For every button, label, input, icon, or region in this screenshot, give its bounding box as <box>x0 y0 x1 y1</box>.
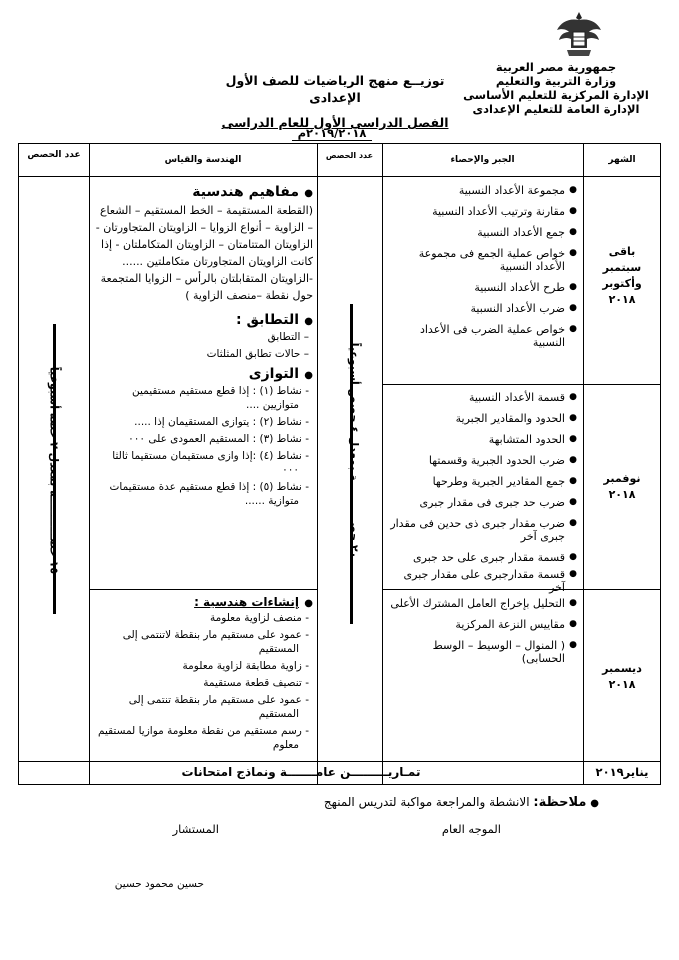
last-row-text: تمـاريـــــــــن عامـــــــة ونماذج امتحانات <box>181 765 421 779</box>
list-item: – حالات تطابق المثلثات <box>206 348 309 360</box>
list-item-text: حالات تطابق المثلثات <box>206 348 301 360</box>
geometry-cell-lower <box>93 595 313 755</box>
list-item-text: نشاط (١) : إذا قطع مستقيم مستقيمين متوازيين .... <box>132 385 302 411</box>
header-geometry: الهندسة والقياس <box>164 155 242 165</box>
bullet-icon: ● <box>590 798 599 809</box>
list-item: ● خواص عملية الجمع فى مجموعة الأعداد النسبية <box>387 247 577 273</box>
header-algebra: الجبر والإحصاء <box>450 155 515 165</box>
list-item: - رسم مستقيم من نقطة معلومة موازيا لمستقيم معلوم <box>97 725 309 751</box>
document-year: ٢٠١٩/٢٠١٨م <box>292 126 372 141</box>
month-text: سبتمبر <box>602 261 642 274</box>
bullet-icon: ● <box>304 370 313 381</box>
month-text: وأكتوبر <box>602 277 642 290</box>
note-text: الانشطة والمراجعة مواكبة لتدريس المنهج <box>323 795 530 809</box>
list-item-text: نشاط (٥) : إذا قطع مستقيم عدة مستقيمات متوازية ...... <box>109 481 302 507</box>
geometry-section-title: التوازى <box>248 366 299 382</box>
eagle-emblem-icon <box>555 8 603 60</box>
list-item-text: زاوية مطابقة لزاوية معلومة <box>182 660 302 672</box>
list-item: ● مقارنة وترتيب الأعداد النسبية <box>387 205 577 218</box>
list-item-text: نشاط (٤) :إذا وازى مستقيمان مستقيما ثالثا ٠٠٠ <box>112 450 302 476</box>
list-item: - نشاط (١) : إذا قطع مستقيم مستقيمين متوازيين .... <box>132 385 309 411</box>
geometry-section-title: مفاهيم هندسية <box>192 184 299 200</box>
list-item: - نشاط (٣) : المستقيم العمودى على ٠٠٠ <box>128 433 309 445</box>
signature-consultant: المستشار <box>172 822 219 836</box>
list-item: ● مجموعة الأعداد النسبية <box>387 184 577 197</box>
list-item: ● طرح الأعداد النسبية <box>387 281 577 294</box>
header-divider <box>19 176 660 177</box>
list-item: ● جمع المقادير الجبرية وطرحها <box>387 475 577 488</box>
authority-line-4: الإدارة العامة للتعليم الإعدادى <box>472 102 640 116</box>
col-divider <box>317 144 318 784</box>
list-item: ● قسمة مقدارجبرى على مقدار جبرى آخر <box>387 568 577 594</box>
list-item: ● التحليل بإخراج العامل المشترك الأعلى <box>387 597 577 610</box>
list-item: - زاوية مطابقة لزاوية معلومة <box>182 660 309 672</box>
list-item: ● ضرب الأعداد النسبية <box>387 302 577 315</box>
authority-line-1: جمهورية مصر العربية <box>495 60 617 74</box>
list-item: - عمود على مستقيم مار بنقطة تنتمى إلى المستقيم <box>128 694 309 720</box>
list-item: ● ضرب الحدود الجبرية وقسمتها <box>387 454 577 467</box>
header-geometry-periods: عدد الحصص <box>27 150 81 160</box>
list-item: ● مقاييس النزعة المركزية <box>387 618 577 631</box>
list-item: - عمود على مستقيم مار بنقطة لاتنتمى إلى المستقيم <box>122 629 309 655</box>
last-row-month: يناير٢٠١٩ <box>595 765 649 779</box>
geometry-periods-text: ١٥ حصـــــــــــة بمعدل ٢ حصة أسبوعياً <box>47 366 61 575</box>
algebra-cell-2 <box>387 391 577 602</box>
list-item-text: منصف لزاوية معلومة <box>210 612 302 624</box>
geometry-section-title: التطابق : <box>235 312 299 328</box>
list-item: ● الحدود المتشابهة <box>387 433 577 446</box>
list-item: - نشاط (٢) : يتوازى المستقيمان إذا ..... <box>134 416 309 428</box>
geometry-concepts-text: (القطعة المستقيمة – الخط المستقيم – الشعاع – الزاوية – أنواع الزوايا – الزاويتان المتجاورتان - الزاويتان المتتامتان – الزاويتان المتكاملتان - إذا كانت الزاويتان المتجاورتان متكاملتين ...... -الزاويتان المتقابلتان بالرأس – الزوايا المتجمعة حول نقطة –منصف الزاوية ) <box>95 204 313 302</box>
geometry-cell-upper <box>93 182 313 511</box>
algebra-cell-1 <box>387 184 577 357</box>
authority-line-2: وزارة التربية والتعليم <box>495 74 617 88</box>
authority-block <box>451 60 661 116</box>
month-cell-2 <box>583 471 661 503</box>
row-divider <box>382 384 660 385</box>
col-divider <box>382 144 383 784</box>
document-title: توزيــع منهج الرياضيات للصف الأول الإعدادى <box>225 73 445 105</box>
signature-name: حسين محمود حسين <box>114 878 204 890</box>
document-title-block <box>200 72 470 131</box>
signature-supervisor: الموجه العام <box>441 822 501 836</box>
header-month: الشهر <box>608 155 636 165</box>
list-item: ● ضرب حد جبرى فى مقدار جبرى <box>387 496 577 509</box>
authority-line-3: الإدارة المركزية للتعليم الأساسى <box>463 88 649 102</box>
list-item-text: عمود على مستقيم مار بنقطة لاتنتمى إلى المستقيم <box>122 629 302 655</box>
month-text: ٢٠١٨ <box>608 488 636 501</box>
list-item: - تنصيف قطعة مستقيمة <box>203 677 309 689</box>
bullet-icon: ● <box>304 598 313 609</box>
list-item-text: التطابق <box>267 331 301 343</box>
list-item: ● ( المنوال – الوسيط – الوسط الحسابى) <box>387 639 577 665</box>
note-label: ملاحظة: <box>533 795 587 810</box>
list-item: ● قسمة الأعداد النسبية <box>387 391 577 404</box>
note <box>324 795 599 810</box>
row-divider <box>89 589 317 590</box>
month-cell-3 <box>583 661 661 693</box>
list-item: ● الحدود والمقادير الجبرية <box>387 412 577 425</box>
list-item: - نشاط (٥) : إذا قطع مستقيم عدة مستقيمات متوازية ...... <box>109 481 309 507</box>
list-item-text: رسم مستقيم من نقطة معلومة موازيا لمستقيم معلوم <box>97 725 302 751</box>
geometry-section-title: إنشاءات هندسية : <box>194 595 299 609</box>
document-subtitle: الفصل الدراسى الأول للعام الدراسى <box>221 115 449 130</box>
month-text: ديسمبر <box>602 662 642 675</box>
header-algebra-periods: عدد الحصص <box>325 151 374 160</box>
month-text: ٢٠١٨ <box>608 293 636 306</box>
list-item: - منصف لزاوية معلومة <box>210 612 309 624</box>
row-divider <box>19 761 660 762</box>
list-item-text: نشاط (٢) : يتوازى المستقيمان إذا ..... <box>134 416 302 428</box>
list-item-text: نشاط (٣) : المستقيم العمودى على ٠٠٠ <box>128 433 302 445</box>
bullet-icon: ● <box>304 316 313 327</box>
month-text: ٢٠١٨ <box>608 678 636 691</box>
month-cell-1 <box>583 244 661 308</box>
list-item: ● قسمة مقدار جبرى على حد جبرى <box>387 551 577 564</box>
list-item: – التطابق <box>267 331 309 343</box>
algebra-cell-3 <box>387 597 577 673</box>
list-item-text: تنصيف قطعة مستقيمة <box>203 677 302 689</box>
list-item: ● خواص عملية الضرب فى الأعداد النسبية <box>387 323 577 349</box>
list-item: ● جمع الأعداد النسبية <box>387 226 577 239</box>
list-item: ● ضرب مقدار جبرى ذى حدين فى مقدار جبرى آخر <box>387 517 577 543</box>
month-text: نوفمبر <box>603 472 641 485</box>
curriculum-table <box>18 143 661 785</box>
bullet-icon: ● <box>304 188 313 199</box>
list-item-text: عمود على مستقيم مار بنقطة تنتمى إلى المستقيم <box>128 694 302 720</box>
algebra-periods-text: ٢٠ حصـــــــــــة بمعدل ٤ حصص أسبوعياً <box>347 342 361 559</box>
list-item: - نشاط (٤) :إذا وازى مستقيمان مستقيما ثالثا ٠٠٠ <box>112 450 309 476</box>
col-divider <box>89 144 90 784</box>
month-text: باقى <box>608 245 636 258</box>
